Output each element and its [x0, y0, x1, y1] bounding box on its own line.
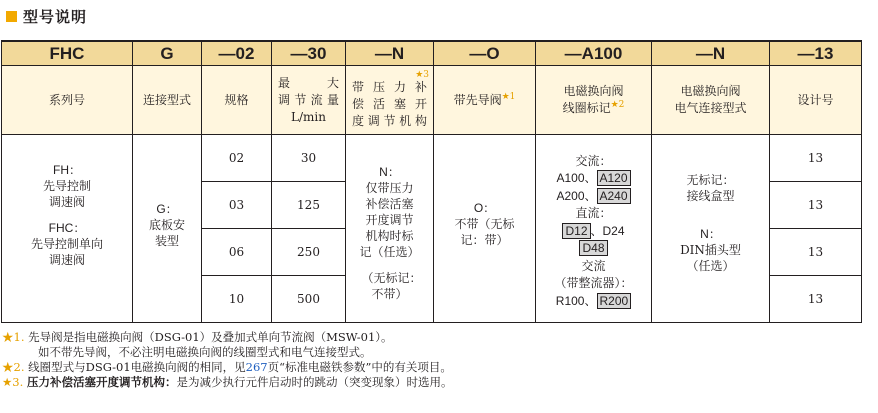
- design-cell: 13: [770, 182, 862, 229]
- header-coil: [536, 66, 652, 135]
- header-size: 规格: [202, 66, 272, 135]
- pilot-cell: [434, 135, 536, 323]
- pilot-code: O：: [473, 200, 496, 215]
- code-cell: —O: [434, 41, 536, 66]
- footnote-text: 如不带先导阀，不必注明电磁换向阀的线圈型式和电气连接型式。: [38, 345, 372, 359]
- header-series: 系列号: [2, 66, 133, 135]
- size-cell: 03: [202, 182, 272, 229]
- header-electrical: [652, 66, 770, 135]
- compensator-cell: [346, 135, 434, 323]
- coil-ac-label: 交流：: [575, 153, 612, 168]
- star-icon: ★3: [415, 69, 429, 80]
- header-design: 设计号: [770, 66, 862, 135]
- star-icon: ★1: [501, 91, 516, 102]
- elec-n-code: N：: [700, 226, 721, 241]
- mount-cell: [133, 135, 202, 323]
- pilot-l1: 不带（无标: [454, 216, 515, 231]
- series-fhc-desc1: 先导控制单向: [30, 236, 103, 251]
- flow-cell: 125: [272, 182, 346, 229]
- coil-option: 、D24: [590, 223, 625, 238]
- code-cell: —02: [202, 41, 272, 66]
- header-comp-l3: 度调节机构: [352, 113, 427, 128]
- series-fhc-code: FHC：: [48, 220, 86, 235]
- coil-option-boxed: A120: [597, 170, 631, 186]
- star-icon: ★1.: [2, 330, 25, 344]
- coil-rect-label: 交流: [581, 258, 606, 273]
- header-pilot: [434, 66, 536, 135]
- header-compensator: [346, 66, 434, 135]
- star-icon: ★3.: [2, 375, 24, 389]
- code-cell: —30: [272, 41, 346, 66]
- design-cell: 13: [770, 276, 862, 323]
- footnote-3: [2, 375, 452, 390]
- footnote-bold: 压力补偿活塞开度调节机构：: [26, 375, 177, 389]
- star-icon: ★2.: [2, 360, 25, 374]
- comp-note: 不带）: [371, 286, 408, 301]
- coil-cell: [536, 135, 652, 323]
- design-cell: 13: [770, 229, 862, 276]
- comp-line: 开度调节: [365, 212, 414, 227]
- elec-none-desc: 接线盒型: [686, 188, 735, 203]
- code-row: [2, 41, 862, 66]
- coil-option-boxed: D48: [579, 240, 607, 256]
- design-cell: 13: [770, 135, 862, 182]
- footnote-text: 线圈型式与DSG-01电磁换向阀的相同，见: [28, 360, 246, 374]
- pilot-l2: 记：带）: [460, 232, 509, 247]
- header-flow-unit: L/min: [291, 109, 326, 124]
- size-cell: 06: [202, 229, 272, 276]
- flow-cell: 250: [272, 229, 346, 276]
- header-elec-l1: 电磁换向阀: [680, 84, 741, 98]
- coil-option-boxed: R200: [597, 293, 632, 309]
- electrical-cell: [652, 135, 770, 323]
- section-title: [4, 4, 87, 28]
- comp-note: （无标记：: [361, 270, 422, 285]
- coil-dc-label: 直流：: [575, 206, 612, 221]
- code-cell: —13: [770, 41, 862, 66]
- header-elec-l2: 电气连接型式: [674, 101, 747, 115]
- elec-n-desc: DIN插头型: [680, 242, 741, 257]
- header-flow-l1: 最 大: [278, 75, 339, 90]
- mount-desc2: 装型: [154, 233, 179, 248]
- header-mount: 连接型式: [133, 66, 202, 135]
- code-cell: G: [133, 41, 202, 66]
- section-title-text: 型号说明: [23, 7, 88, 26]
- code-cell: —N: [652, 41, 770, 66]
- comp-line: 记（任选）: [359, 244, 420, 259]
- star-icon: ★2: [610, 100, 625, 110]
- coil-option: R100、: [555, 293, 597, 308]
- footnote-text: 是为减少执行元件启动时的跳动（突变现象）时选用。: [176, 375, 453, 389]
- header-pilot-text: 带先导阀: [453, 92, 502, 107]
- elec-n-opt: （任选）: [686, 258, 735, 273]
- footnote-2: [2, 360, 452, 375]
- series-cell: [2, 135, 133, 323]
- series-fh-desc1: 先导控制: [42, 178, 91, 193]
- comp-line: 仅带压力: [365, 180, 414, 195]
- header-row: [2, 66, 862, 135]
- coil-option: A100、: [556, 171, 597, 186]
- header-coil-l1: 电磁换向阀: [563, 84, 624, 98]
- flow-cell: 30: [272, 135, 346, 182]
- header-flow-l2: 调节流量: [278, 92, 339, 107]
- footnote-text: 页“标准电磁铁参数”中的有关项目。: [267, 360, 452, 374]
- size-cell: 02: [202, 135, 272, 182]
- series-fh-code: FH：: [53, 162, 81, 177]
- footnote-1: [2, 330, 452, 345]
- code-cell: —A100: [536, 41, 652, 66]
- coil-rect-label2: （带整流器）：: [554, 276, 633, 291]
- mount-code: G：: [156, 201, 178, 216]
- header-comp-l1: 带压力补: [352, 79, 427, 94]
- flow-cell: 500: [272, 276, 346, 323]
- coil-option-boxed: D12: [562, 223, 590, 239]
- footnotes: [2, 330, 452, 390]
- model-code-table: [1, 40, 862, 323]
- header-coil-l2: 线圈标记: [562, 101, 611, 115]
- comp-line: 机构时标: [365, 228, 414, 243]
- coil-option: A200、: [556, 188, 597, 203]
- mount-desc1: 底板安: [148, 217, 185, 232]
- footnote-1b: [2, 345, 452, 360]
- code-cell: FHC: [2, 41, 133, 66]
- header-comp-l2: 偿活塞开: [352, 96, 427, 111]
- section-marker-icon: [6, 11, 17, 22]
- comp-line: 补偿活塞: [365, 196, 414, 211]
- series-fh-desc2: 调速阀: [48, 194, 85, 209]
- code-cell: —N: [346, 41, 434, 66]
- page-link[interactable]: 267: [245, 360, 268, 374]
- footnote-text: 先导阀是指电磁换向阀（DSG-01）及叠加式单向节流阀（MSW-01）。: [28, 330, 393, 344]
- elec-none-label: 无标记：: [686, 172, 735, 187]
- coil-option-boxed: A240: [597, 188, 631, 204]
- comp-code: N：: [379, 164, 400, 179]
- series-fhc-desc2: 调速阀: [48, 252, 85, 267]
- size-cell: 10: [202, 276, 272, 323]
- header-flow: [272, 66, 346, 135]
- table-row: [2, 135, 862, 182]
